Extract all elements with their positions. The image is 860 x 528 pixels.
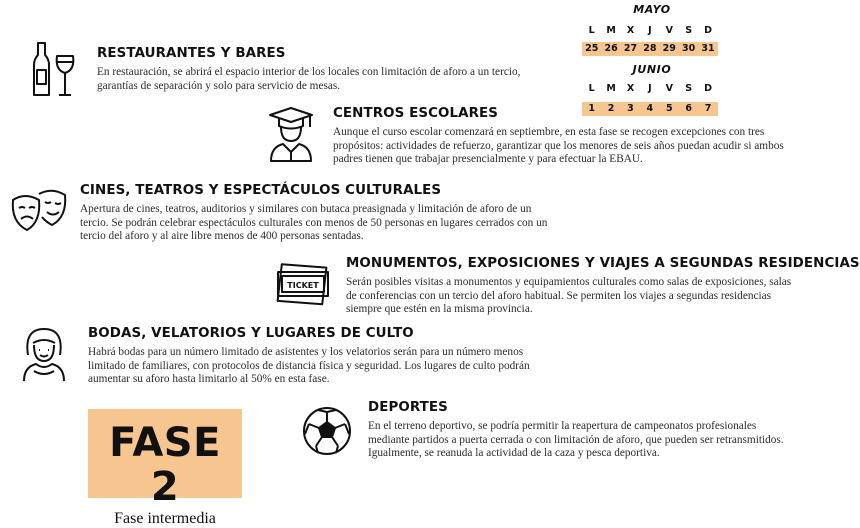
weekday: V	[665, 83, 673, 94]
calendar-day: 1	[588, 103, 595, 114]
section-text: En el terreno deportivo, se podría permitir la reapertura de campeonatos profesionales mediante partidos a puerta cerrada o con limitación de aforo, que pueden ser retransmitidos. Igualmente, se reanuda la actividad de la caza y pesca deportiva.	[368, 420, 784, 460]
weekday: J	[648, 83, 652, 94]
calendar-day: 3	[627, 103, 634, 114]
section-text: Apertura de cines, teatros, auditorios y similares con butaca preasignada y limitación de aforo de un tercio. Se podrán celebrar espectáculos culturales con menos de 50 personas en lugares cerrados con un tercio del aforo y al aire libre menos de 400 personas sentadas.	[80, 203, 548, 243]
calendar-day: 27	[623, 43, 638, 54]
phase-subtitle: Fase intermedia	[114, 510, 216, 527]
weekday: X	[626, 25, 635, 36]
calendar-day: 5	[665, 103, 673, 114]
section-escolares	[333, 106, 800, 167]
wine-bottle-glass-icon	[30, 40, 78, 98]
calendar-day: 26	[604, 43, 618, 54]
section-title: BODAS, VELATORIOS Y LUGARES DE CULTO	[88, 326, 414, 341]
ticket-icon	[274, 258, 334, 310]
section-text: Serán posibles visitas a monumentos y equipamientos culturales como salas de exposiciones, salas de conferencias con un tercio del aforo habitual. Se permiten los viajes a segundas residencias siempre que estén en la misma provincia.	[346, 276, 792, 316]
calendar-days-may	[582, 42, 718, 56]
calendar-day: 28	[643, 43, 657, 54]
section-title: CINES, TEATROS Y ESPECTÁCULOS CULTURALES	[80, 183, 442, 198]
calendar-day: 29	[662, 43, 676, 54]
weekday: S	[685, 83, 693, 94]
calendar-month-june: JUNIO	[632, 63, 672, 76]
calendar-weekdays-june	[582, 82, 718, 96]
weekday: L	[588, 25, 595, 36]
calendar-day: 2	[607, 103, 615, 114]
ticket-label: TICKET	[287, 281, 319, 290]
theater-masks-icon	[10, 186, 68, 244]
weekday: X	[626, 83, 635, 94]
section-title: DEPORTES	[368, 400, 448, 415]
weekday: S	[685, 25, 693, 36]
calendar-day: 31	[701, 43, 715, 54]
section-text: En restauración, se abrirá el espacio interior de los locales con limitación de aforo a un tercio, garantías de separación y solo para servicio de mesas.	[97, 66, 521, 92]
calendar-day: 7	[704, 103, 712, 114]
calendar-day: 30	[682, 43, 696, 54]
weekday: L	[588, 83, 595, 94]
weekday: D	[704, 25, 712, 36]
soccer-ball-icon	[301, 405, 353, 457]
section-title: RESTAURANTES Y BARES	[97, 46, 286, 61]
weekday: M	[606, 83, 616, 94]
weekday: J	[648, 25, 652, 36]
section-title: MONUMENTOS, EXPOSICIONES Y VIAJES A SEGUNDAS RESIDENCIAS	[346, 256, 860, 271]
section-restaurantes	[97, 46, 537, 93]
phase-title: FASE 2	[109, 420, 221, 510]
phase-box	[88, 409, 242, 527]
calendar-month-may: MAYO	[633, 3, 671, 16]
calendar-day: 6	[685, 103, 692, 114]
graduate-icon	[266, 105, 316, 163]
weekday: D	[704, 83, 712, 94]
weekday: M	[606, 25, 616, 36]
section-title: CENTROS ESCOLARES	[333, 106, 499, 121]
section-monumentos	[346, 256, 860, 317]
calendar-weekdays-may	[582, 24, 718, 38]
section-text: Habrá bodas para un número limitado de asistentes y los velatorios serán para un número menos limitado de familiares, con protocolos de distancia física y seguridad. Los lugares de culto podrán aumentar su aforo hasta limitarlo al 50% en esta fase.	[88, 346, 530, 386]
section-cines	[80, 183, 550, 244]
section-bodas	[88, 326, 548, 387]
weekday: V	[665, 25, 673, 36]
calendar-day: 4	[646, 103, 654, 114]
calendar-day: 25	[585, 43, 599, 54]
bride-icon	[18, 325, 70, 383]
section-deportes	[368, 400, 800, 461]
section-text: Aunque el curso escolar comenzará en septiembre, en esta fase se recogen excepciones con tres propósitos: actividades de refuerzo, garantizar que los menores de seis años puedan acudir si ambos padres tienen que trabajar presencialmente y para efectuar la EBAU.	[333, 126, 784, 166]
